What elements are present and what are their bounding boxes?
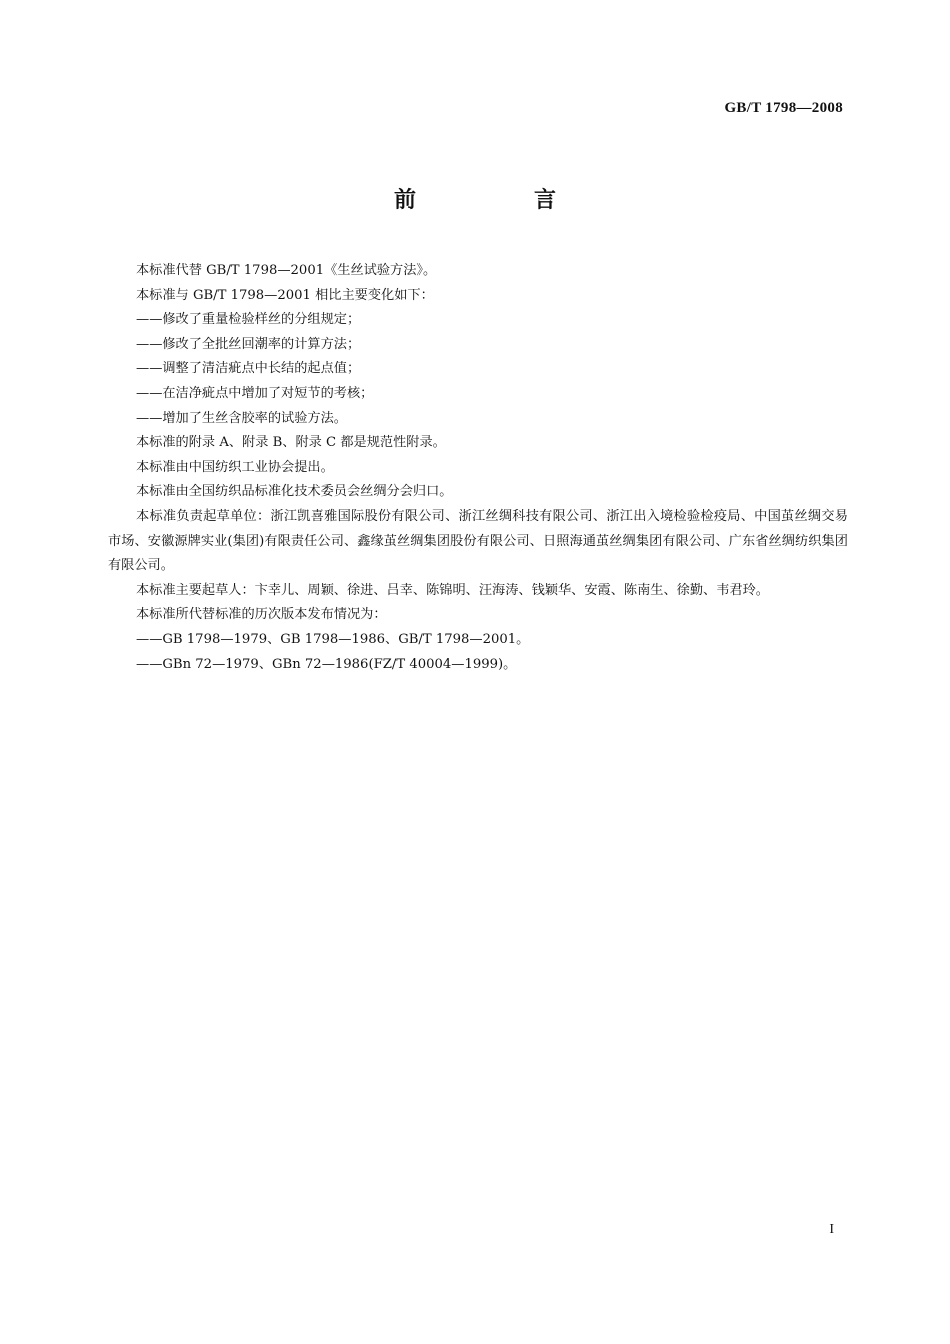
history-item: ——GB 1798—1979、GB 1798—1986、GB/T 1798—2001。 — [136, 631, 530, 647]
page-title: 前 言 — [393, 188, 604, 213]
change-item: ——在洁净疵点中增加了对短节的考核； — [136, 385, 374, 401]
change-item: ——修改了重量检验样丝的分组规定； — [136, 312, 361, 328]
paragraph-history-intro: 本标准所代替标准的历次版本发布情况为： — [136, 607, 387, 623]
paragraph-proposed-by: 本标准由中国纺织工业协会提出。 — [136, 459, 334, 475]
paragraph-annexes: 本标准的附录 A、附录 B、附录 C 都是规范性附录。 — [136, 435, 446, 451]
page-number: I — [829, 1222, 834, 1237]
change-item: ——增加了生丝含胶率的试验方法。 — [136, 410, 347, 426]
history-item: ——GBn 72—1979、GBn 72—1986(FZ/T 40004—1999)。 — [136, 656, 517, 672]
paragraph-under-jurisdiction: 本标准由全国纺织品标准化技术委员会丝绸分会归口。 — [136, 484, 453, 500]
standard-code: GB/T 1798—2008 — [724, 100, 843, 116]
change-item: ——调整了清洁疵点中长结的起点值； — [136, 361, 361, 377]
change-item: ——修改了全批丝回潮率的计算方法； — [136, 336, 361, 352]
paragraph-changes-intro: 本标准与 GB/T 1798—2001 相比主要变化如下： — [136, 287, 434, 303]
paragraph-drafting-units: 本标准负责起草单位：浙江凯喜雅国际股份有限公司、浙江丝绸科技有限公司、浙江出入境检验检疫局、中国茧丝绸交易市场、安徽源牌实业(集团)有限责任公司、鑫缘茧丝绸集团股份有限公司、日照海通茧丝绸集团有限公司、广东省丝绸纺织集团有限公司。 — [108, 508, 848, 574]
paragraph-drafters: 本标准主要起草人：卞幸儿、周颖、徐进、吕幸、陈锦明、汪海涛、钱颖华、安霞、陈南生、徐勤、韦君玲。 — [136, 582, 769, 598]
paragraph-replaces: 本标准代替 GB/T 1798—2001《生丝试验方法》。 — [136, 263, 437, 278]
foreword-body — [108, 259, 848, 677]
